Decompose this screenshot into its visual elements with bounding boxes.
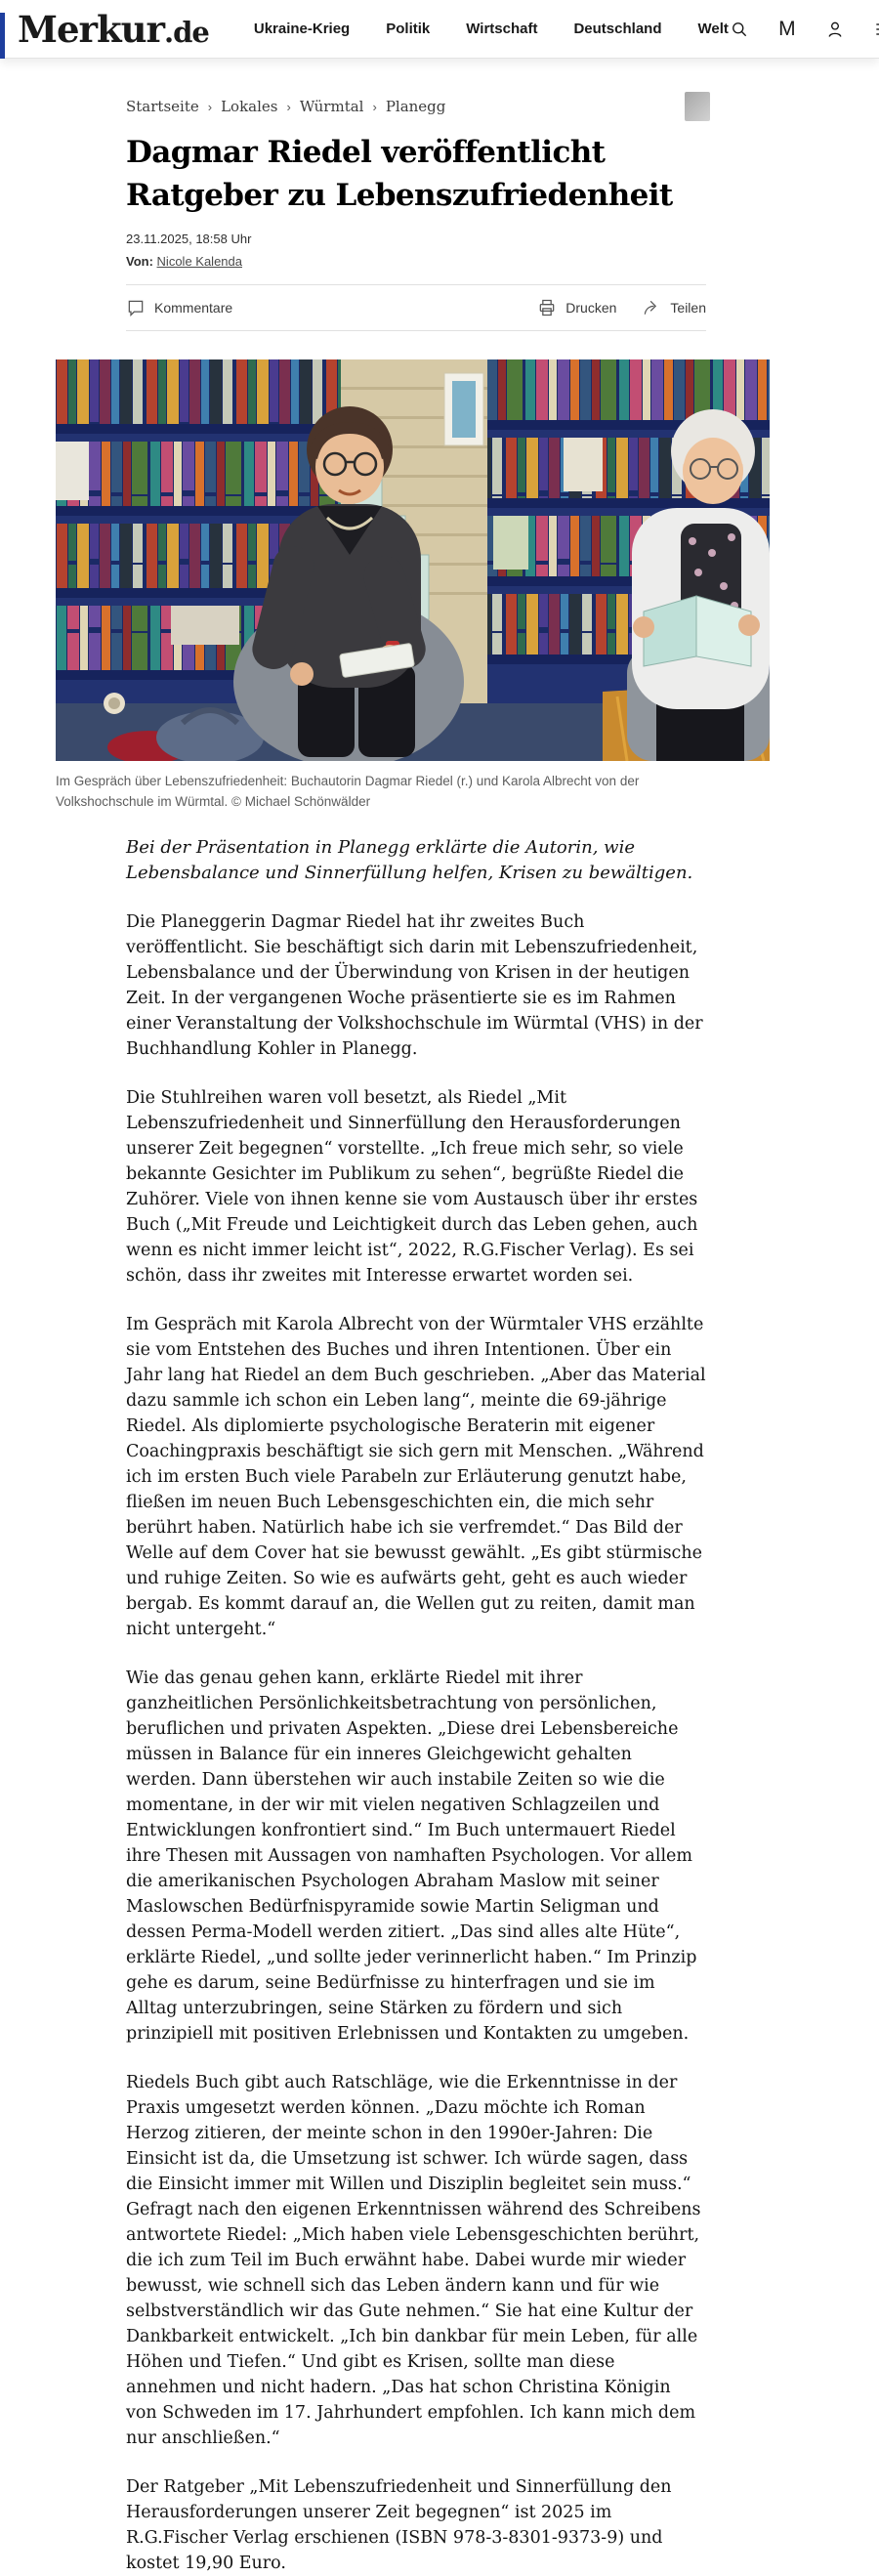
intro-paragraph: Bei der Präsentation in Planegg erklärte die Autorin, wie Lebensbalance und Sinnerfüllung helfen, Krisen zu bewältigen.	[126, 837, 693, 883]
author-link[interactable]: Nicole Kalenda	[156, 254, 242, 269]
comment-icon	[126, 298, 146, 317]
breadcrumb-separator: ›	[207, 99, 213, 114]
breadcrumb-wuermtal[interactable]: Würmtal	[299, 98, 364, 115]
nav-item-politik[interactable]: Politik	[386, 21, 431, 37]
body-paragraph: Im Gespräch mit Karola Albrecht von der Würmtaler VHS erzählte sie vom Entstehen des Buches und ihren Intentionen. Über ein Jahr lang hat Riedel an dem Buch geschrieben. „Aber das Material dazu sammle ich schon ein Leben lang“, meinte die 69-jährige Riedel. Als diplomierte psychologische Beraterin mit eigener Coachingpraxis beschäftigt sie sich gern mit Menschen. „Während ich im ersten Buch viele Parabeln zur Erläuterung genutzt habe, fließen im neuen Buch Lebensgeschichten ein, die mich sehr berührt haben. Natürlich habe ich sie verfremdet.“ Das Bild der Welle auf dem Cover hat sie bewusst gewählt. „Es gibt stürmische und ruhige Zeiten. So wie es aufwärts geht, geht es auch wieder bergab. Es kommt darauf an, die Wellen gut zu reiten, damit man nicht untergeht.“	[126, 1315, 706, 1639]
printer-icon	[537, 298, 557, 317]
breadcrumb	[126, 98, 706, 115]
site-logo[interactable]	[18, 8, 209, 51]
body-paragraph: Wie das genau gehen kann, erklärte Riedel mit ihrer ganzheitlichen Persönlichkeitsbetrachtung von persönlichen, beruflichen und privaten Aspekten. „Diese drei Lebensbereiche müssen in Balance für ein inneres Gleichgewicht gehalten werden. Dann überstehen wir auch instabile Zeiten so wie die momentane, in der wir mit vielen negativen Schlagzeilen und Entwicklungen konfrontiert sind.“ Im Buch untermauert Riedel ihre Thesen mit Aussagen von namhaften Psychologen. Vor allem die amerikanischen Psychologen Abraham Maslow mit seiner Maslowschen Bedürfnispyramide sowie Martin Seligman und dessen Perma-Modell werden zitiert. „Das sind alles alte Hüte“, erklärte Riedel, „und sollte jeder verinnerlicht haben.“ Im Prinzip gehe es darum, seine Bedürfnisse zu hinterfragen und sie im Alltag unterzubringen, seine Stärken zu fördern und sich prinzipiell mit positiven Erlebnissen und Kontakten zu umgeben.	[126, 1668, 697, 2044]
byline	[126, 254, 879, 269]
brand-accent-bar	[0, 13, 5, 59]
site-logo-suffix: .de	[164, 15, 209, 49]
m-app-icon[interactable]: M	[778, 17, 796, 40]
search-icon[interactable]	[729, 19, 750, 40]
article-action-bar	[126, 284, 706, 331]
body-paragraph: Die Planeggerin Dagmar Riedel hat ihr zweites Buch veröffentlicht. Sie beschäftigt sich darin mit Lebenszufriedenheit, Lebensbalance und der Überwindung von Krisen in der heutigen Zeit. In der vergangenen Woche präsentierte sie es im Rahmen einer Veranstaltung der Volkshochschule im Würmtal (VHS) in der Buchhandlung Kohler in Planegg.	[126, 912, 703, 1059]
share-button[interactable]	[642, 298, 706, 317]
main-nav	[254, 21, 729, 37]
breadcrumb-planegg[interactable]: Planegg	[385, 98, 446, 115]
site-header	[0, 0, 879, 59]
nav-item-ukraine-krieg[interactable]: Ukraine-Krieg	[253, 21, 351, 37]
wall-outlet	[104, 693, 125, 714]
nav-item-deutschland[interactable]: Deutschland	[573, 21, 662, 37]
print-label: Drucken	[565, 300, 617, 316]
article-body	[126, 835, 706, 2576]
byline-label: Von:	[126, 254, 153, 269]
page-title: Dagmar Riedel veröffentlicht Ratgeber zu Lebenszufriedenheit	[126, 135, 673, 213]
nav-item-wirtschaft[interactable]: Wirtschaft	[466, 21, 538, 37]
header-icons	[729, 19, 879, 40]
share-label: Teilen	[670, 300, 706, 316]
publish-date: 23.11.2025, 18:58 Uhr	[126, 232, 252, 246]
site-logo-main: Merkur	[18, 7, 165, 51]
user-icon[interactable]	[824, 19, 846, 40]
breadcrumb-separator: ›	[286, 99, 291, 114]
breadcrumb-separator: ›	[372, 99, 377, 114]
breadcrumb-lokales[interactable]: Lokales	[221, 98, 278, 115]
body-paragraph: Riedels Buch gibt auch Ratschläge, wie die Erkenntnisse in der Praxis umgesetzt werden können. „Dazu möchte ich Roman Herzog zitieren, der meinte schon in den 1990er-Jahren: Die Einsicht ist da, die Umsetzung ist schwer. Ich würde sagen, dass die Einsicht immer mit Willen und Disziplin begleitet sein muss.“ Gefragt nach den eigenen Erkenntnissen während des Schreibens antwortete Riedel: „Mich haben viele Lebensgeschichten berührt, die ich zum Teil im Buch erwähnt habe. Dabei wurde mir wieder bewusst, wie schnell sich das Leben ändern kann und für wie selbstverständlich wir das Gute nehmen.“ Sie hat eine Kultur der Dankbarkeit entwickelt. „Ich bin dankbar für mein Leben, für alle Höhen und Tiefen.“ Und gibt es Krisen, sollte man diese annehmen und nicht hadern. „Das hat schon Christina Königin von Schweden im 17. Jahrhundert empfohlen. Ich kann mich dem nur anschließen.“	[126, 2073, 701, 2448]
body-paragraph: Der Ratgeber „Mit Lebenszufriedenheit und Sinnerfüllung den Herausforderungen unserer Zeit begegnen“ ist 2025 im R.G.Fischer Verlag erschienen (ISBN 978-3-8301-9373-9) und kostet 19,90 Euro.	[126, 2477, 672, 2573]
nav-item-welt[interactable]: Welt	[697, 21, 729, 37]
body-paragraph: Die Stuhlreihen waren voll besetzt, als Riedel „Mit Lebenszufriedenheit und Sinnerfüllung den Herausforderungen unserer Zeit begegnen“ vorstellte. „Ich freue mich sehr, so viele bekannte Gesichter im Publikum zu sehen“, begrüßte Riedel die Zuhörer. Viele von ihnen kenne sie vom Austausch über ihr erstes Buch („Mit Freude und Leichtigkeit durch das Leben gehen, auch wenn es nicht immer leicht ist“, 2022, R.G.Fischer Verlag). Es sei schön, dass ihr zweites mit Interesse erwartet worden sei.	[126, 1088, 698, 1286]
gray-thumbnail-placeholder	[685, 92, 710, 121]
comments-button[interactable]	[126, 298, 232, 317]
menu-icon[interactable]	[872, 19, 879, 40]
article-figure	[56, 359, 770, 812]
breadcrumb-startseite[interactable]: Startseite	[126, 98, 199, 115]
article-image	[56, 359, 770, 761]
image-caption: Im Gespräch über Lebenszufriedenheit: Buchautorin Dagmar Riedel (r.) und Karola Albrecht von der Volkshochschule im Würmtal. © Michael Schönwälder	[56, 774, 640, 809]
share-icon	[642, 298, 661, 317]
print-button[interactable]	[537, 298, 616, 317]
comments-label: Kommentare	[154, 300, 233, 316]
